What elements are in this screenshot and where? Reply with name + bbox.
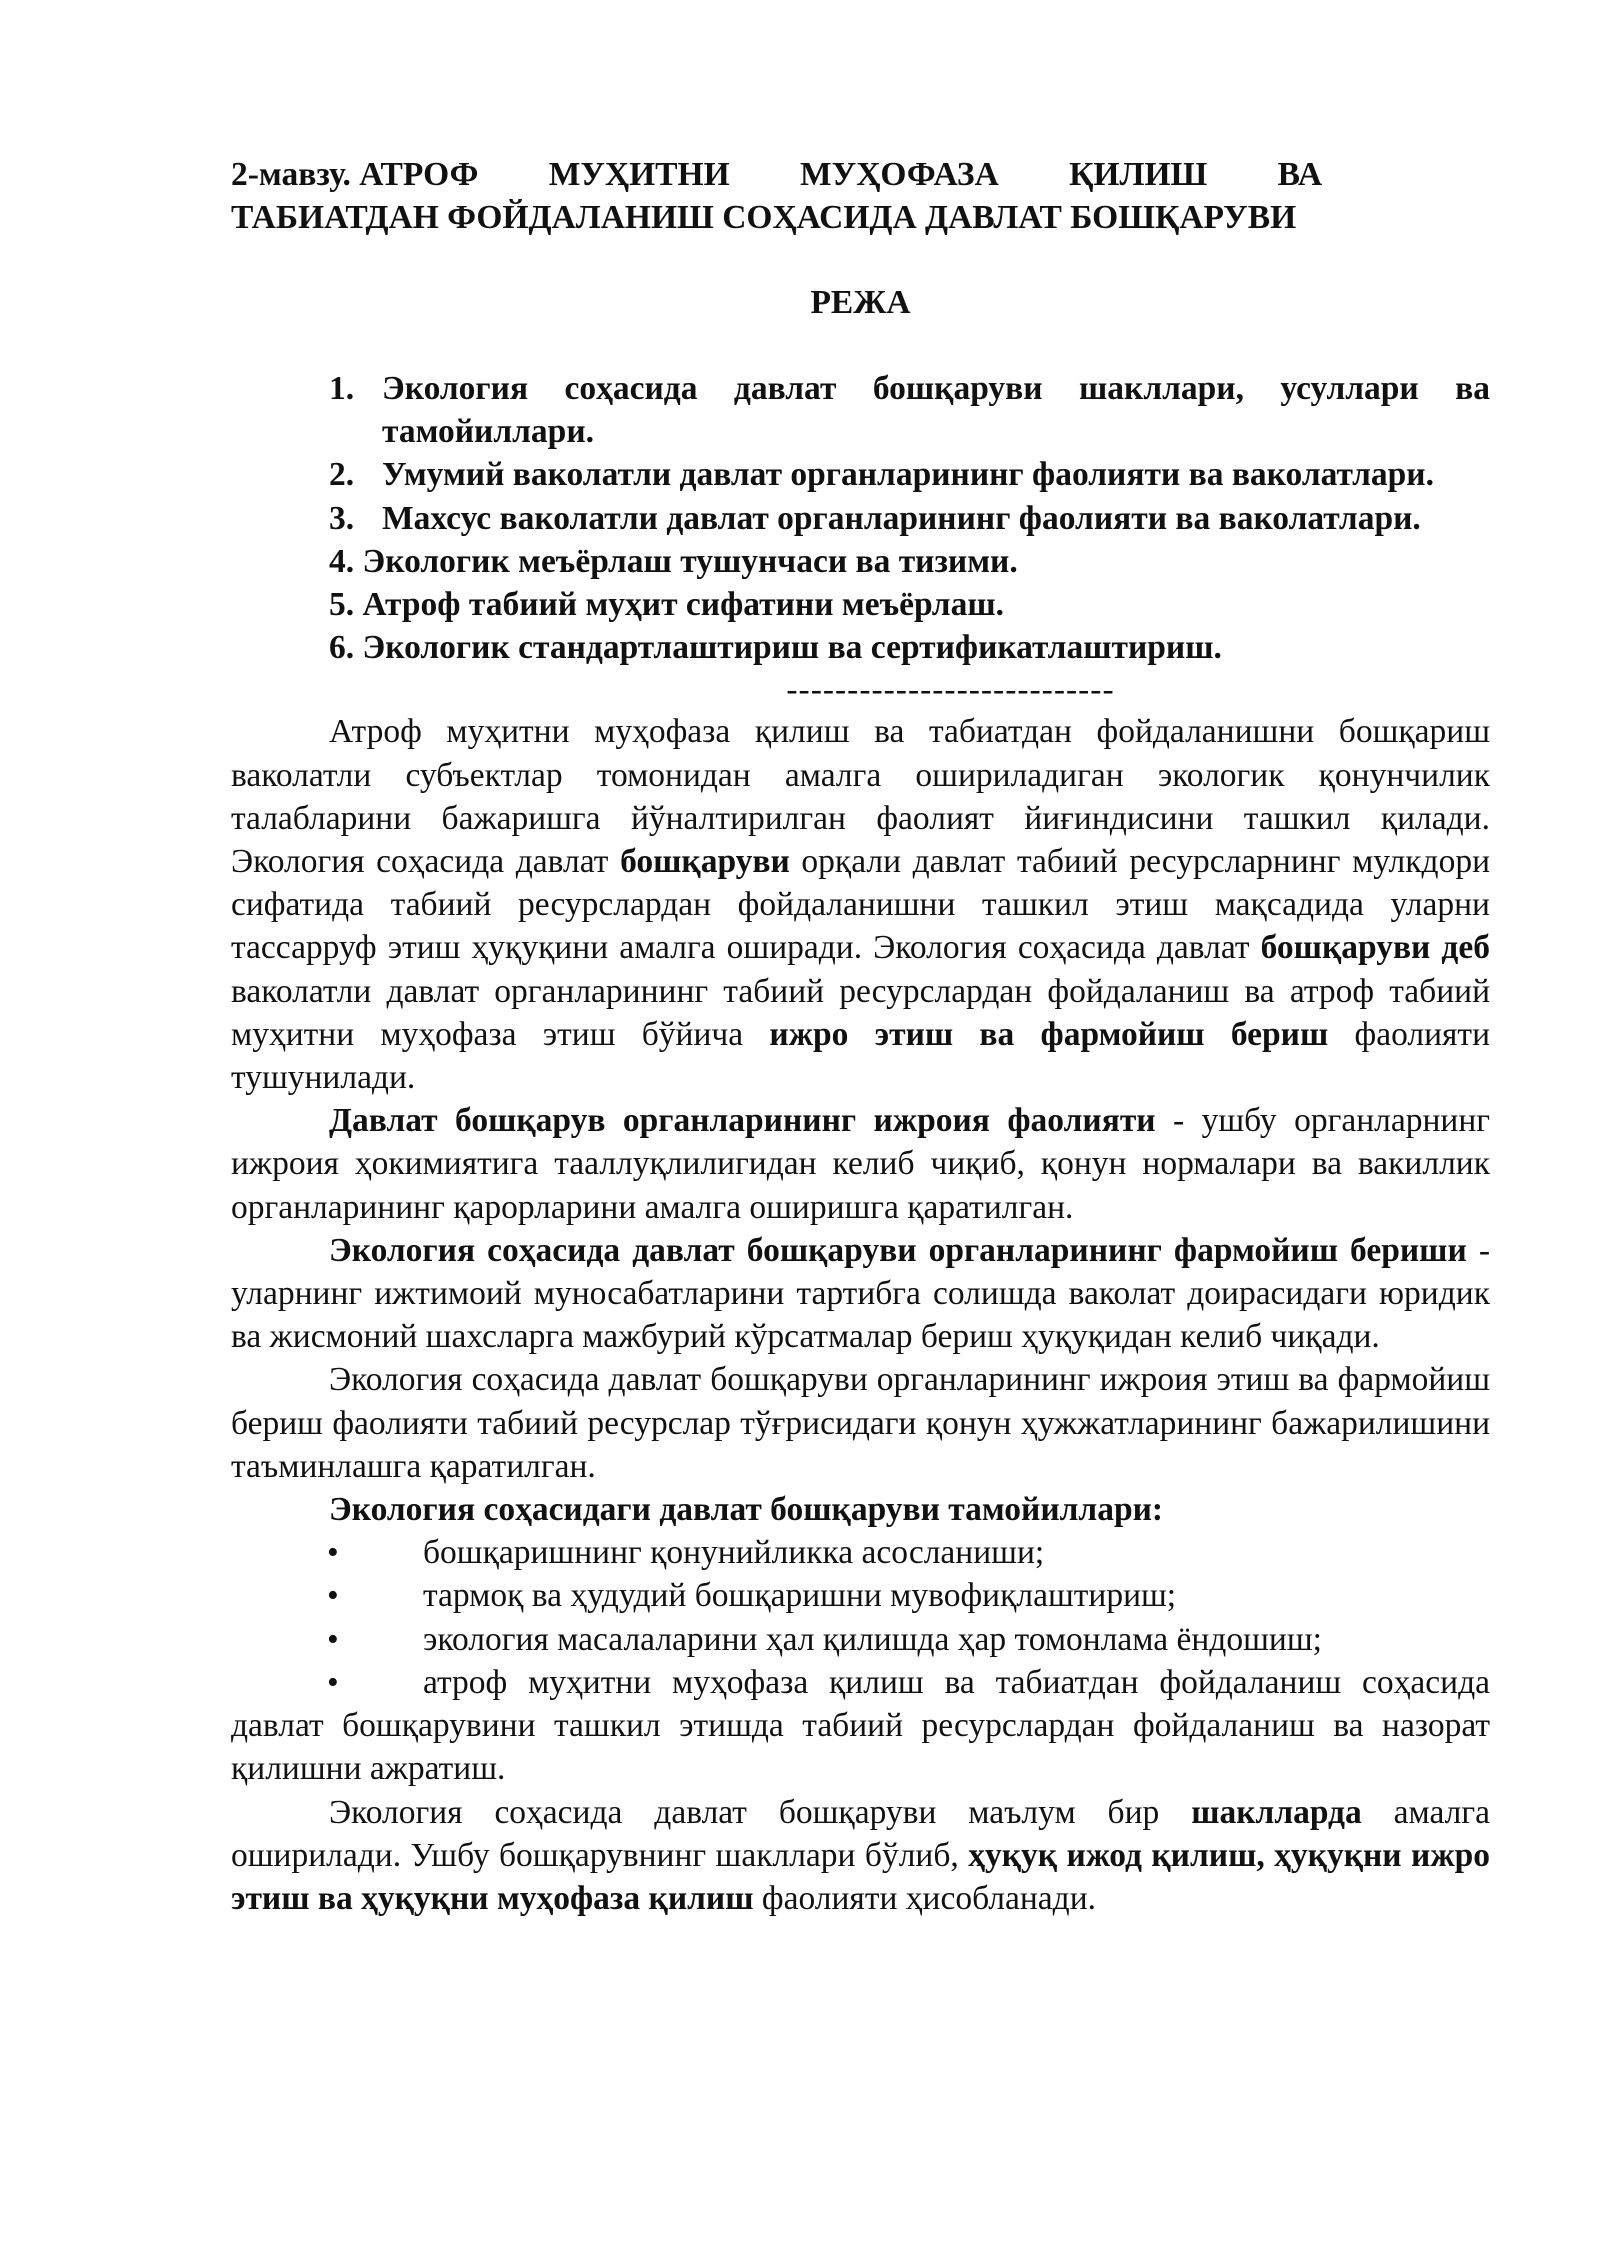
title-line-1: АТРОФ МУҲИТНИ МУҲОФАЗА ҚИЛИШ ВА bbox=[359, 156, 1323, 193]
plan-item bbox=[231, 583, 1490, 626]
bold-term: бошқаруви bbox=[620, 843, 790, 881]
plan-item-text: Махсус ваколатли давлат органларининг фаолияти ва ваколатлари. bbox=[382, 499, 1421, 537]
paragraph-text: Экология соҳасида давлат бошқаруви маълум бир bbox=[329, 1793, 1192, 1831]
list-item-text: тармоқ ва ҳудудий бошқаришни мувофиқлаштириш; bbox=[423, 1577, 1177, 1615]
bold-term: шаклларда bbox=[1191, 1793, 1362, 1831]
bold-term: бошқаруви деб bbox=[1260, 929, 1490, 967]
list-item bbox=[231, 1574, 1490, 1617]
plan-item bbox=[231, 540, 1490, 583]
paragraph-text: - ушбу органларнинг ижроия ҳокимиятига тааллуқлилигидан келиб чиқиб, қонун нормалари ва вакиллик органларининг қарорларини амалга оширишга қаратилган. bbox=[231, 1102, 1491, 1226]
principles-heading: Экология соҳасидаги давлат бошқаруви тамойиллари: bbox=[329, 1491, 1164, 1529]
paragraph-text: орқали давлат табиий ресурсларнинг мулкдори сифатида табиий ресурслардан фойдаланишни ташкил этиш мақсадида уларни тассарруф этиш ҳуқуқини амалга оширади. Экология соҳасида давлат bbox=[231, 843, 1491, 967]
title-line-2: ТАБИАТДАН ФОЙДАЛАНИШ СОҲАСИДА ДАВЛАТ БОШҚАРУВИ bbox=[231, 199, 1297, 236]
plan-item bbox=[231, 497, 1490, 540]
paragraph-2 bbox=[231, 1099, 1490, 1229]
plan-item bbox=[231, 367, 1490, 453]
paragraph-text: фаолияти тушунилади. bbox=[231, 1015, 1490, 1097]
plan-list bbox=[231, 367, 1490, 669]
plan-item-number: 1. bbox=[329, 370, 355, 407]
list-item-text: экология масалаларини ҳал қилишда ҳар томонлама ёндошиш; bbox=[423, 1620, 1322, 1658]
bullet-icon: • bbox=[327, 1577, 339, 1615]
bold-term: Давлат бошқарув органларининг ижроия фаолияти bbox=[329, 1102, 1156, 1140]
document-body bbox=[231, 153, 1490, 1920]
bullet-icon: • bbox=[327, 1620, 339, 1658]
paragraph-1 bbox=[231, 710, 1490, 1099]
plan-item-number: 4. bbox=[329, 542, 355, 580]
list-item bbox=[231, 1531, 1490, 1574]
paragraph-text: Атроф муҳитни муҳофаза қилиш ва табиатдан фойдаланишни бошқариш ваколатли субъектлар томонидан амалга ошириладиган экологик қонунчилик талабларини бажаришга йўналтирилган фаолият йиғиндисини ташкил қилади. Экология соҳасида давлат bbox=[231, 713, 1490, 881]
plan-item-number: 3. bbox=[329, 499, 355, 537]
separator-line: --------------------------- bbox=[786, 671, 1115, 709]
plan-item-text: Умумий ваколатли давлат органларининг фаолияти ва ваколатлари. bbox=[382, 456, 1434, 494]
list-item-text: бошқаришнинг қонунийликка асосланиши; bbox=[423, 1534, 1045, 1572]
list-item-text: атроф муҳитни муҳофаза қилиш ва табиатдан фойдаланиш соҳасида давлат бошқарувини ташкил этишда табиий ресурслардан фойдаланиш ва назорат қилишни ажратиш. bbox=[231, 1663, 1490, 1788]
plan-item-text: Экологик стандартлаштириш ва сертификатлаштириш. bbox=[362, 629, 1222, 667]
principles-list bbox=[231, 1531, 1490, 1790]
plan-item-text: Атроф табиий муҳит сифатини меъёрлаш. bbox=[362, 586, 1004, 624]
page-title bbox=[231, 153, 1490, 239]
list-item bbox=[231, 1618, 1490, 1661]
plan-item-number: 2. bbox=[329, 456, 355, 494]
plan-item-number: 5. bbox=[329, 586, 355, 624]
paragraph-text: фаолияти ҳисобланади. bbox=[753, 1879, 1097, 1917]
paragraph-3 bbox=[231, 1229, 1490, 1359]
title-prefix: 2-мавзу. bbox=[231, 156, 351, 193]
bold-term: ҳуқуқ ижод қилиш, ҳуқуқни ижро этиш ва ҳуқуқни муҳофаза қилиш bbox=[231, 1836, 1490, 1917]
paragraph-4: Экология соҳасида давлат бошқаруви органларининг ижроия этиш ва фармойиш бериш фаолияти табиий ресурслар тўғрисидаги қонун ҳужжатларининг бажарилишини таъминлашга қаратилган. bbox=[231, 1361, 1490, 1485]
list-item bbox=[231, 1661, 1490, 1791]
plan-item-text: Экологик меъёрлаш тушунчаси ва тизими. bbox=[362, 542, 1018, 580]
plan-item-number: 6. bbox=[329, 629, 355, 667]
paragraph-text: амалга оширилади. Ушбу бошқарувнинг шакллари бўлиб, bbox=[231, 1793, 1490, 1874]
plan-item bbox=[231, 626, 1490, 669]
bullet-icon: • bbox=[327, 1663, 339, 1701]
plan-item bbox=[231, 453, 1490, 496]
plan-heading: РЕЖА bbox=[810, 284, 911, 321]
paragraph-text: ваколатли давлат органларининг табиий ресурслардан фойдаланиш ва атроф табиий муҳитни муҳофаза этиш бўйича bbox=[231, 972, 1490, 1053]
bullet-icon: • bbox=[327, 1534, 339, 1572]
bold-term: Экология соҳасида давлат бошқаруви органларининг фармойиш бериши bbox=[329, 1231, 1467, 1269]
bold-term: ижро этиш ва фармойиш бериш bbox=[769, 1015, 1329, 1053]
plan-item-text: Экология соҳасида давлат бошқаруви шакллари, усуллари ва тамойиллари. bbox=[382, 370, 1490, 451]
paragraph-5 bbox=[231, 1791, 1490, 1921]
paragraph-text: - уларнинг ижтимоий муносабатларини тартибга солишда ваколат доирасидаги юридик ва жисмоний шахсларга мажбурий кўрсатмалар бериш ҳуқуқидан келиб чиқади. bbox=[231, 1231, 1491, 1356]
